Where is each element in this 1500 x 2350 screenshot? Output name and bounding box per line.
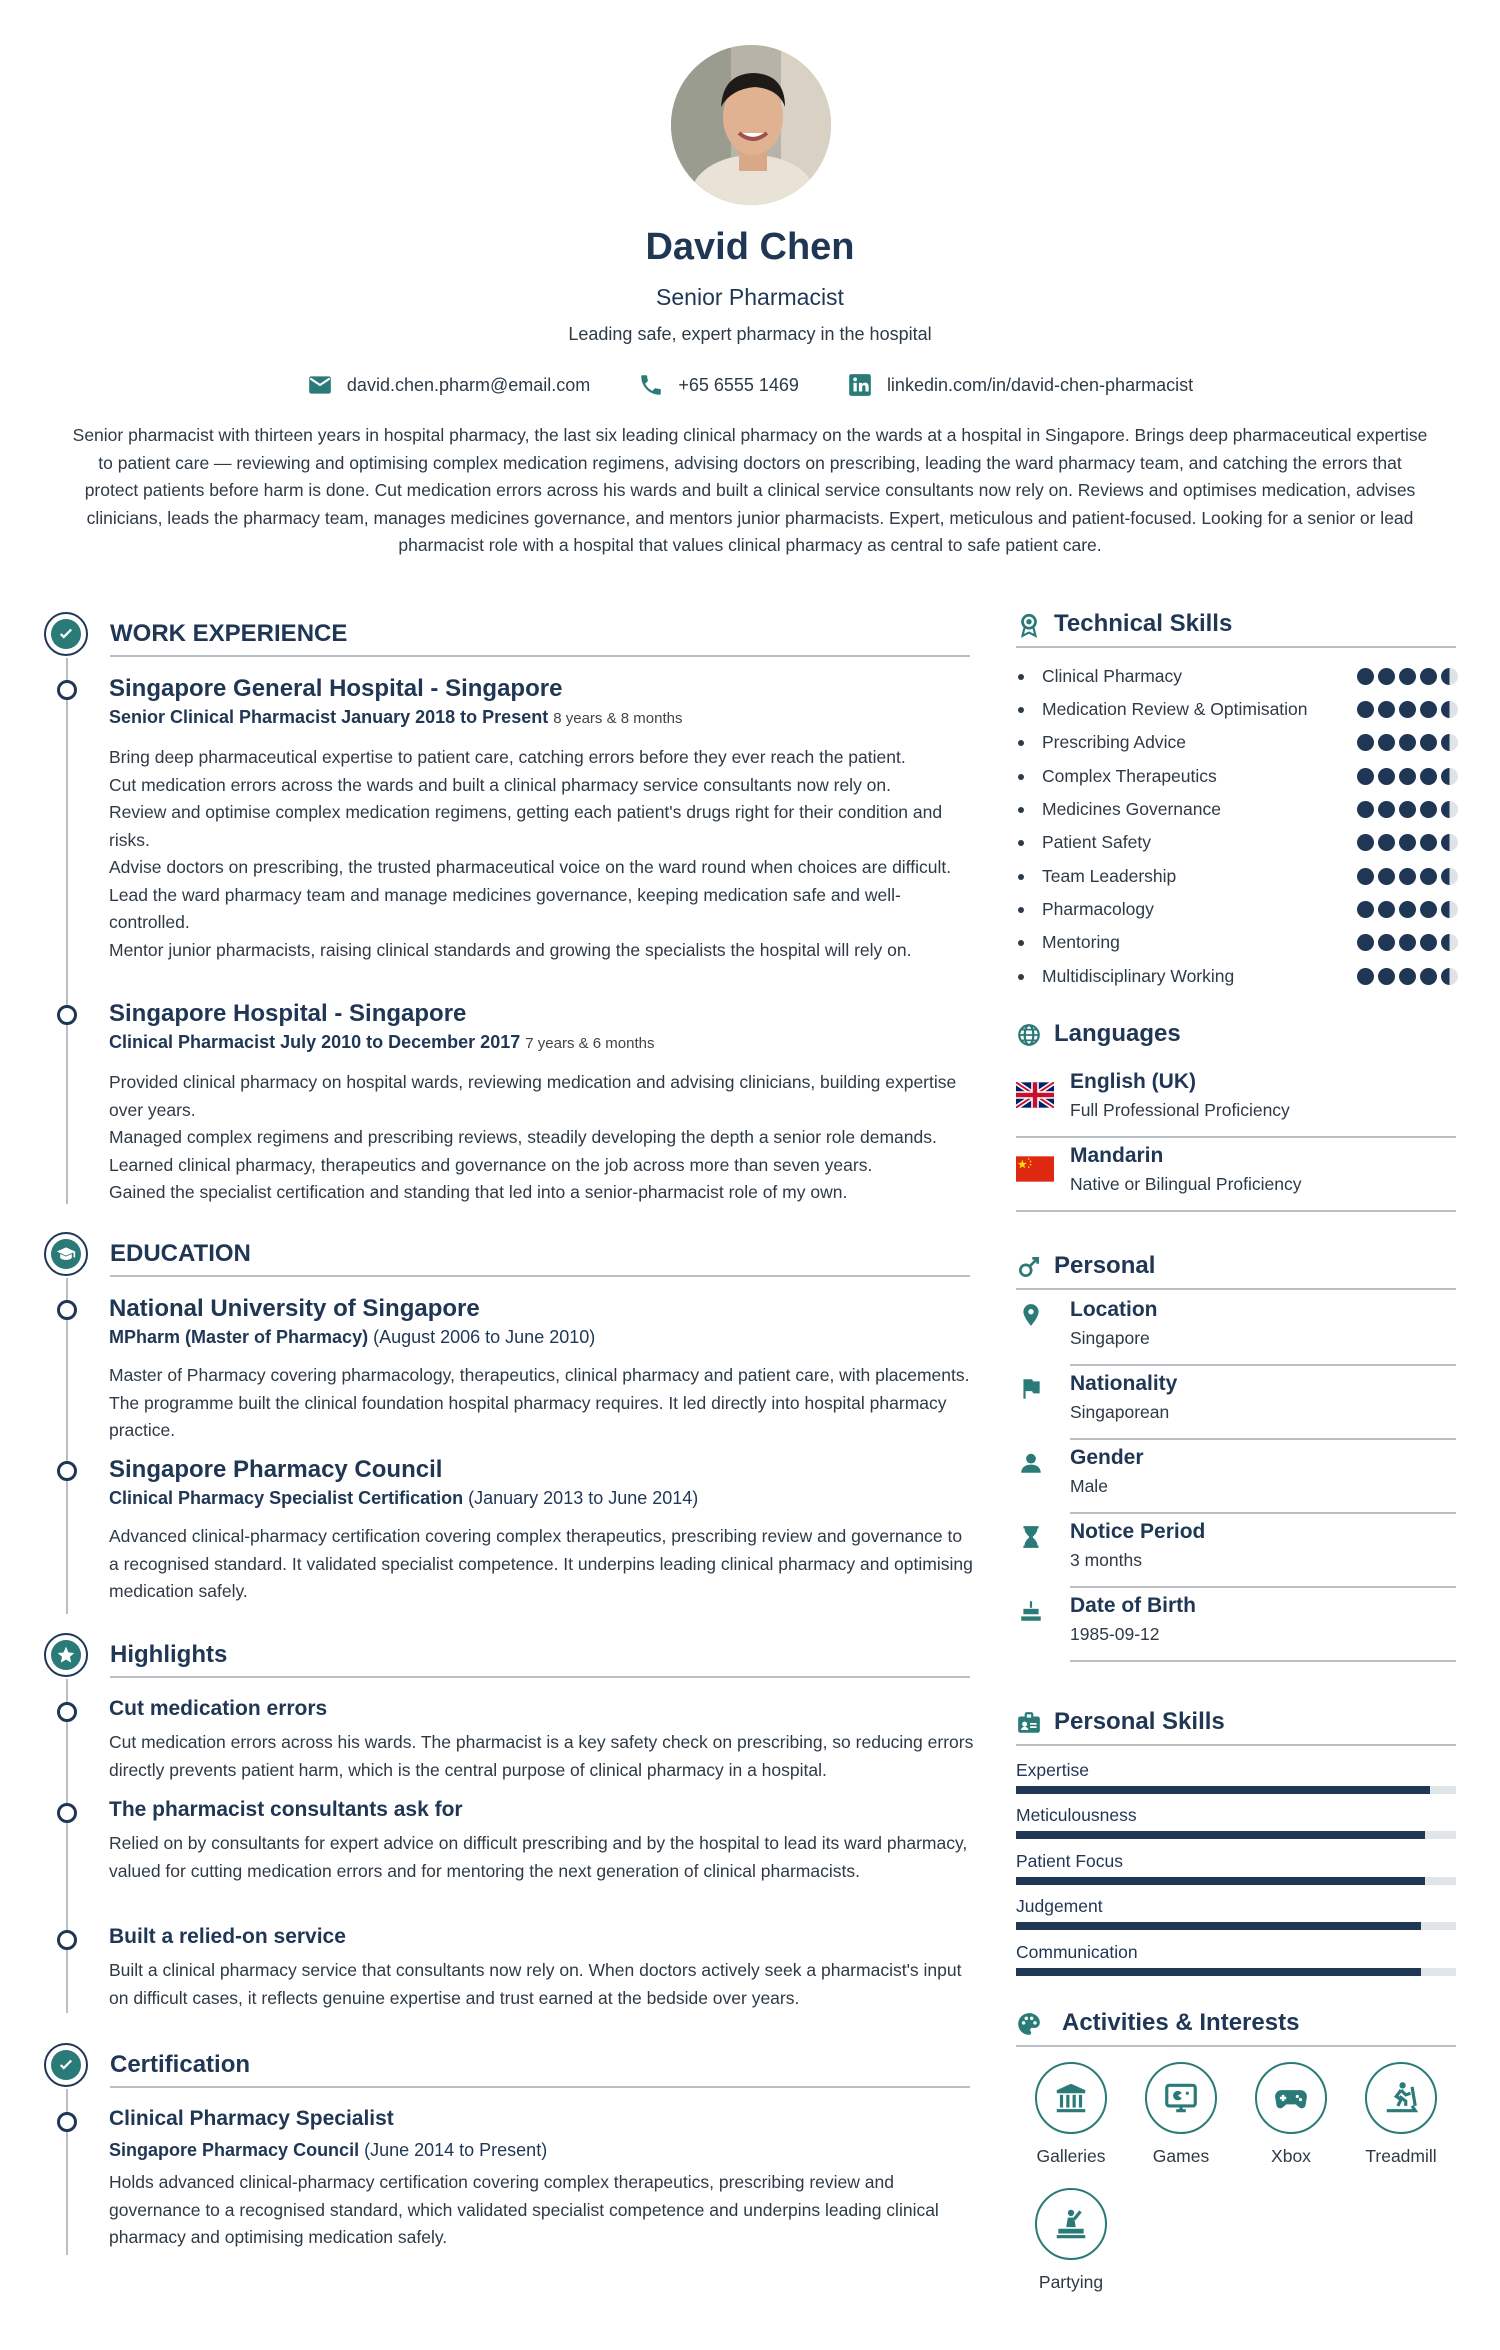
skill-rating bbox=[1357, 734, 1458, 751]
personal-label: Notice Period bbox=[1070, 1520, 1206, 1543]
personal-skill-fill bbox=[1016, 1831, 1425, 1839]
skill-rating bbox=[1357, 968, 1458, 985]
personal-skill-name: Expertise bbox=[1016, 1760, 1089, 1780]
job-line: Cut medication errors across the wards and built a clinical pharmacy service consultants now rely on. bbox=[109, 774, 892, 795]
rating-dot bbox=[1357, 968, 1374, 985]
job-line: Bring deep pharmaceutical expertise to patient care, catching errors before they ever reach the patient. bbox=[109, 747, 906, 767]
linkedin-text: linkedin.com/in/david-chen-pharmacist bbox=[886, 374, 1194, 395]
personal-value: Male bbox=[1070, 1476, 1108, 1496]
rating-dot bbox=[1420, 668, 1437, 685]
personal-skill-fill bbox=[1016, 1968, 1421, 1976]
job-entry bbox=[109, 999, 975, 1207]
section-title: Activities & Interests bbox=[1062, 2009, 1300, 2036]
certification-header bbox=[44, 2043, 974, 2091]
skill-name: Pharmacology bbox=[1042, 899, 1154, 919]
certification-description: Holds advanced clinical-pharmacy certification covering complex therapeutics, prescribing review and governance to a recognised standard, which validated specialist competence and underpins leading clinical pharmacy and optimising medication safely. bbox=[109, 2172, 939, 2247]
email-icon bbox=[307, 372, 333, 398]
skill-rating bbox=[1357, 668, 1458, 685]
rating-dot bbox=[1441, 901, 1458, 918]
party-icon bbox=[1052, 2205, 1090, 2243]
languages-header bbox=[1016, 1016, 1456, 1056]
highlight-title: Built a relied-on service bbox=[109, 1925, 346, 1948]
phone-icon bbox=[638, 372, 664, 398]
rating-dot bbox=[1399, 834, 1416, 851]
candidate-name: David Chen bbox=[645, 226, 855, 268]
rating-dot bbox=[1378, 801, 1395, 818]
skill-rating bbox=[1357, 868, 1458, 885]
email-text: david.chen.pharm@email.com bbox=[346, 374, 591, 395]
rating-dot bbox=[1441, 701, 1458, 718]
rating-dot bbox=[1420, 934, 1437, 951]
rating-dot bbox=[1441, 934, 1458, 951]
rating-dot bbox=[1399, 768, 1416, 785]
rating-dot bbox=[1357, 768, 1374, 785]
star-icon bbox=[44, 1633, 88, 1677]
section-title: Personal bbox=[1054, 1252, 1156, 1279]
rating-dot bbox=[1378, 901, 1395, 918]
education-entry bbox=[109, 1294, 975, 1445]
highlight-title: Cut medication errors bbox=[109, 1697, 328, 1720]
personal-gender bbox=[1016, 1440, 1456, 1514]
rating-dot bbox=[1420, 868, 1437, 885]
certification-entry bbox=[109, 2105, 975, 2252]
edu-description: Master of Pharmacy covering pharmacology, therapeutics, clinical pharmacy and patient care, with placements. The programme built the clinical foundation hospital pharmacy requires. It led directly into hospital pharmacy practice. bbox=[109, 1365, 970, 1440]
highlight-description: Built a clinical pharmacy service that consultants now rely on. When doctors actively seek a pharmacist's input on difficult cases, it reflects genuine expertise and trust earned at the bedside over years. bbox=[109, 1960, 962, 2008]
palette-icon bbox=[1016, 2011, 1042, 2037]
language-level: Native or Bilingual Proficiency bbox=[1070, 1174, 1302, 1194]
section-title: WORK EXPERIENCE bbox=[110, 620, 348, 647]
skill-rating bbox=[1357, 768, 1458, 785]
personal-value: 1985-09-12 bbox=[1070, 1624, 1160, 1644]
job-position: Senior Clinical Pharmacist bbox=[109, 707, 337, 727]
job-duration: 7 years & 6 months bbox=[525, 1035, 655, 1052]
location-pin-icon bbox=[1018, 1302, 1044, 1328]
highlight-entry bbox=[109, 1695, 975, 1784]
skill-row bbox=[1018, 763, 1458, 793]
rating-dot bbox=[1378, 968, 1395, 985]
linkedin-icon bbox=[847, 372, 873, 398]
rating-dot bbox=[1441, 868, 1458, 885]
timeline-dot bbox=[57, 1300, 77, 1320]
timeline-line bbox=[66, 1679, 68, 2013]
personal-skill-bar bbox=[1016, 1942, 1456, 1982]
activities-header bbox=[1016, 2005, 1456, 2045]
rating-dot bbox=[1357, 901, 1374, 918]
rating-dot bbox=[1357, 734, 1374, 751]
rating-dot bbox=[1420, 901, 1437, 918]
highlight-description: Relied on by consultants for expert advice on difficult prescribing and by the hospital to lead its ward pharmacy, valued for cutting medication errors and for mentoring the next generation of clinical pharmacists. bbox=[109, 1833, 968, 1881]
personal-skill-name: Patient Focus bbox=[1016, 1851, 1123, 1871]
rating-dot bbox=[1441, 801, 1458, 818]
timeline-dot bbox=[57, 2112, 77, 2132]
technical-skills-header bbox=[1016, 606, 1456, 646]
job-company: Singapore Hospital - Singapore bbox=[109, 1000, 467, 1027]
personal-skill-bar bbox=[1016, 1896, 1456, 1936]
degree: Clinical Pharmacy Specialist Certification bbox=[109, 1488, 464, 1508]
timeline-dot bbox=[57, 680, 77, 700]
job-line: Review and optimise complex medication regimens, getting each patient's drugs right for their condition and risks. bbox=[109, 802, 943, 850]
language-entry bbox=[1016, 1064, 1456, 1138]
activity-xbox bbox=[1241, 2062, 1341, 2167]
personal-skill-fill bbox=[1016, 1877, 1425, 1885]
job-description bbox=[109, 744, 975, 964]
skill-rating bbox=[1357, 834, 1458, 851]
rating-dot bbox=[1357, 701, 1374, 718]
contact-bar bbox=[0, 372, 1500, 398]
activity-label: Xbox bbox=[1271, 2146, 1311, 2166]
rating-dot bbox=[1378, 934, 1395, 951]
activity-label: Treadmill bbox=[1365, 2146, 1437, 2166]
activity-partying bbox=[1021, 2188, 1121, 2293]
skill-row bbox=[1018, 663, 1458, 693]
job-duration: 8 years & 8 months bbox=[553, 710, 683, 727]
rating-dot bbox=[1399, 734, 1416, 751]
job-entry bbox=[109, 674, 975, 964]
skill-name: Complex Therapeutics bbox=[1042, 766, 1217, 786]
skill-row bbox=[1018, 729, 1458, 759]
contact-linkedin[interactable] bbox=[847, 372, 1193, 398]
activity-treadmill bbox=[1351, 2062, 1451, 2167]
rating-dot bbox=[1399, 934, 1416, 951]
section-title: Personal Skills bbox=[1054, 1708, 1225, 1735]
school-name: Singapore Pharmacy Council bbox=[109, 1456, 443, 1483]
personal-skill-bar bbox=[1016, 1851, 1456, 1891]
activity-games bbox=[1131, 2062, 1231, 2167]
highlight-title: The pharmacist consultants ask for bbox=[109, 1798, 463, 1821]
section-title: Technical Skills bbox=[1054, 610, 1233, 637]
profile-summary: Senior pharmacist with thirteen years in hospital pharmacy, the last six leading clinical pharmacy on the wards at a hospital in Singapore. Brings deep pharmaceutical expertise to patient care — reviewing and optimising complex medication regimens, advising doctors on prescribing, leading the ward pharmacy team, and catching the errors that protect patients before harm is done. Cut medication errors across his wards and built a clinical service consultants now rely on. Reviews and optimises medication, advises clinicians, leads the pharmacy team, manages medicines governance, and mentors junior pharmacists. Expert, meticulous and patient-focused. Looking for a senior or lead pharmacist role with a hospital that values clinical pharmacy as central to safe patient care. bbox=[72, 425, 1428, 555]
job-dates: January 2018 to Present bbox=[336, 707, 549, 727]
timeline-dot bbox=[57, 1702, 77, 1722]
timeline-line bbox=[66, 658, 68, 1204]
personal-skill-name: Meticulousness bbox=[1016, 1805, 1137, 1825]
skill-row bbox=[1018, 696, 1458, 726]
activity-galleries bbox=[1021, 2062, 1121, 2167]
rating-dot bbox=[1420, 834, 1437, 851]
timeline-dot bbox=[57, 1803, 77, 1823]
rating-dot bbox=[1420, 801, 1437, 818]
certification-name: Clinical Pharmacy Specialist bbox=[109, 2107, 394, 2130]
candidate-role: Senior Pharmacist bbox=[656, 284, 844, 310]
skill-name: Multidisciplinary Working bbox=[1042, 966, 1235, 986]
profile-photo bbox=[671, 45, 831, 205]
rating-dot bbox=[1441, 668, 1458, 685]
rating-dot bbox=[1399, 868, 1416, 885]
rating-dot bbox=[1441, 834, 1458, 851]
rating-dot bbox=[1378, 768, 1395, 785]
personal-skill-name: Communication bbox=[1016, 1942, 1138, 1962]
education-entry bbox=[109, 1455, 975, 1606]
skill-row bbox=[1018, 829, 1458, 859]
personal-skill-bar bbox=[1016, 1760, 1456, 1800]
rating-dot bbox=[1420, 701, 1437, 718]
skill-name: Medication Review & Optimisation bbox=[1042, 699, 1308, 719]
personal-skill-name: Judgement bbox=[1016, 1896, 1103, 1916]
skill-name: Team Leadership bbox=[1042, 866, 1177, 886]
job-line: Learned clinical pharmacy, therapeutics and governance on the job across more than seven years. bbox=[109, 1154, 873, 1175]
personal-nationality bbox=[1016, 1366, 1456, 1440]
person-icon bbox=[1018, 1450, 1044, 1476]
skill-row bbox=[1018, 796, 1458, 826]
rating-dot bbox=[1399, 968, 1416, 985]
skill-name: Patient Safety bbox=[1042, 832, 1151, 852]
skill-row bbox=[1018, 929, 1458, 959]
hourglass-icon bbox=[1018, 1524, 1044, 1550]
gallery-icon bbox=[1052, 2079, 1090, 2117]
rating-dot bbox=[1441, 768, 1458, 785]
personal-value: 3 months bbox=[1070, 1550, 1142, 1570]
job-line: Advise doctors on prescribing, the trusted pharmaceutical voice on the ward round when choices are difficult. bbox=[109, 857, 952, 877]
job-description bbox=[109, 1069, 975, 1207]
personal-label: Nationality bbox=[1070, 1372, 1178, 1395]
personal-header bbox=[1016, 1248, 1456, 1288]
skill-rating bbox=[1357, 901, 1458, 918]
section-title: Highlights bbox=[110, 1641, 228, 1668]
activity-label: Games bbox=[1152, 2146, 1210, 2166]
edu-description: Advanced clinical-pharmacy certification covering complex therapeutics, prescribing review and governance to a recognised standard. It validated specialist competence. It underpins leading clinical pharmacy and optimising medication safely. bbox=[109, 1526, 973, 1601]
games-icon bbox=[1162, 2079, 1200, 2117]
rating-dot bbox=[1378, 668, 1395, 685]
job-dates: July 2010 to December 2017 bbox=[275, 1032, 521, 1052]
certification-issuer: Singapore Pharmacy Council bbox=[109, 2140, 360, 2160]
china-flag-icon bbox=[1016, 1156, 1054, 1182]
contact-phone[interactable] bbox=[638, 372, 799, 398]
rating-dot bbox=[1420, 734, 1437, 751]
phone-text: +65 6555 1469 bbox=[678, 374, 799, 395]
cake-icon bbox=[1018, 1598, 1044, 1624]
highlights-header bbox=[44, 1633, 974, 1681]
personal-value: Singaporean bbox=[1070, 1402, 1170, 1422]
personal-skills-header bbox=[1016, 1704, 1456, 1744]
tagline: Leading safe, expert pharmacy in the hospital bbox=[568, 324, 932, 344]
degree: MPharm (Master of Pharmacy) bbox=[109, 1327, 369, 1347]
section-title: Languages bbox=[1054, 1020, 1181, 1047]
job-position: Clinical Pharmacist bbox=[109, 1032, 276, 1052]
language-name: English (UK) bbox=[1070, 1070, 1196, 1093]
skill-rating bbox=[1357, 934, 1458, 951]
job-company: Singapore General Hospital - Singapore bbox=[109, 675, 563, 702]
skill-row bbox=[1018, 963, 1458, 993]
section-title: Certification bbox=[110, 2051, 251, 2078]
skill-name: Mentoring bbox=[1042, 932, 1120, 952]
graduation-cap-icon bbox=[44, 1232, 88, 1276]
personal-notice-period bbox=[1016, 1514, 1456, 1588]
rating-dot bbox=[1357, 801, 1374, 818]
skill-name: Clinical Pharmacy bbox=[1042, 666, 1183, 686]
job-line: Provided clinical pharmacy on hospital wards, reviewing medication and advising clinicians, building expertise over years. bbox=[109, 1072, 957, 1120]
timeline-line bbox=[66, 1278, 68, 1614]
skill-name: Prescribing Advice bbox=[1042, 732, 1186, 752]
rating-dot bbox=[1357, 834, 1374, 851]
edu-dates: (January 2013 to June 2014) bbox=[463, 1488, 699, 1508]
personal-skill-fill bbox=[1016, 1922, 1421, 1930]
rating-dot bbox=[1441, 734, 1458, 751]
rating-dot bbox=[1420, 968, 1437, 985]
activity-label: Partying bbox=[1038, 2272, 1104, 2292]
skill-rating bbox=[1357, 801, 1458, 818]
rating-dot bbox=[1399, 668, 1416, 685]
skill-name: Medicines Governance bbox=[1042, 799, 1221, 819]
flag-icon bbox=[1018, 1376, 1044, 1402]
job-line: Lead the ward pharmacy team and manage medicines governance, keeping medication safe and well-controlled. bbox=[109, 884, 901, 932]
job-line: Mentor junior pharmacists, raising clinical standards and growing the specialists the hospital will rely on. bbox=[109, 939, 912, 960]
language-level: Full Professional Proficiency bbox=[1070, 1100, 1290, 1120]
personal-skill-fill bbox=[1016, 1786, 1430, 1794]
award-icon bbox=[1016, 612, 1042, 638]
activity-label: Galleries bbox=[1036, 2146, 1106, 2166]
badge-check-icon bbox=[44, 612, 88, 656]
badge-check-icon bbox=[44, 2043, 88, 2087]
rating-dot bbox=[1420, 768, 1437, 785]
rating-dot bbox=[1378, 701, 1395, 718]
skill-rating bbox=[1357, 701, 1458, 718]
rating-dot bbox=[1399, 801, 1416, 818]
personal-skill-bar bbox=[1016, 1805, 1456, 1845]
personal-date-of-birth bbox=[1016, 1588, 1456, 1662]
rating-dot bbox=[1378, 834, 1395, 851]
personal-value: Singapore bbox=[1070, 1328, 1150, 1348]
timeline-dot bbox=[57, 1005, 77, 1025]
rating-dot bbox=[1357, 868, 1374, 885]
section-title: EDUCATION bbox=[110, 1240, 251, 1267]
timeline-dot bbox=[57, 1461, 77, 1481]
rating-dot bbox=[1399, 701, 1416, 718]
highlight-description: Cut medication errors across his wards. The pharmacist is a key safety check on prescribing, so reducing errors directly prevents patient harm, which is the central purpose of clinical pharmacy in a hospital. bbox=[109, 1732, 974, 1780]
personal-label: Gender bbox=[1070, 1446, 1144, 1469]
certification-dates: (June 2014 to Present) bbox=[359, 2140, 548, 2160]
gamepad-icon bbox=[1272, 2079, 1310, 2117]
skill-row bbox=[1018, 896, 1458, 926]
contact-email[interactable] bbox=[307, 372, 590, 398]
job-line: Gained the specialist certification and standing that led into a senior-pharmacist role of my own. bbox=[109, 1182, 848, 1202]
personal-label: Date of Birth bbox=[1070, 1594, 1196, 1617]
id-badge-icon bbox=[1016, 1710, 1042, 1736]
language-name: Mandarin bbox=[1070, 1144, 1164, 1167]
work-experience-header bbox=[44, 612, 974, 660]
treadmill-icon bbox=[1382, 2079, 1420, 2117]
highlight-entry bbox=[109, 1796, 975, 1885]
timeline-dot bbox=[57, 1930, 77, 1950]
skill-row bbox=[1018, 863, 1458, 893]
rating-dot bbox=[1399, 901, 1416, 918]
edu-dates: (August 2006 to June 2010) bbox=[368, 1327, 596, 1347]
job-line: Managed complex regimens and prescribing reviews, steadily developing the depth a senior role demands. bbox=[109, 1127, 937, 1147]
male-symbol-icon bbox=[1016, 1254, 1042, 1280]
highlight-entry bbox=[109, 1923, 975, 2012]
education-header bbox=[44, 1232, 974, 1280]
rating-dot bbox=[1357, 934, 1374, 951]
personal-label: Location bbox=[1070, 1298, 1158, 1321]
rating-dot bbox=[1378, 868, 1395, 885]
rating-dot bbox=[1357, 668, 1374, 685]
rating-dot bbox=[1441, 968, 1458, 985]
globe-icon bbox=[1016, 1022, 1042, 1048]
uk-flag-icon bbox=[1016, 1082, 1054, 1108]
language-entry bbox=[1016, 1138, 1456, 1212]
personal-location bbox=[1016, 1292, 1456, 1366]
school-name: National University of Singapore bbox=[109, 1295, 480, 1322]
rating-dot bbox=[1378, 734, 1395, 751]
